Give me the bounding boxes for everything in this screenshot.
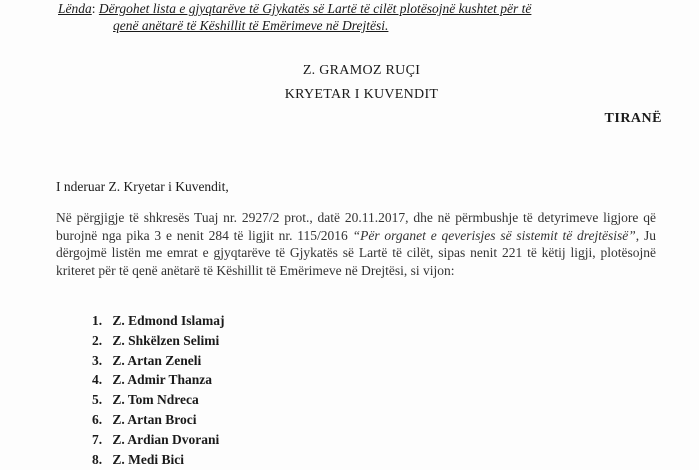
list-item-number: 7. <box>92 431 103 447</box>
list-item <box>92 390 225 410</box>
list-item-name: Z. Edmond Islamaj <box>112 313 225 328</box>
body-text-part2: , Ju dërgojmë listën me emrat e gjyqtarëve të Gjykatës së Lartë të cilët, sipas nenit 221 të këtij ligji, plotësojnë kriteret për të qenë anëtarë të Këshillit të Emërimeve në Drejtësi, si vijon: <box>56 227 656 278</box>
subject-colon: : <box>91 1 96 16</box>
subject-label: Lënda <box>58 1 92 16</box>
member-list <box>92 311 225 469</box>
list-item-name: Z. Medi Bici <box>112 451 184 467</box>
list-item <box>92 410 225 430</box>
list-item-name: Z. Artan Zeneli <box>112 352 202 368</box>
list-item-number: 1. <box>92 313 103 328</box>
list-item-number: 5. <box>92 392 103 408</box>
salutation: I nderuar Z. Kryetar i Kuvendit, <box>56 179 229 194</box>
subject-text-line2: qenë anëtarë të Këshillit të Emërimeve në Drejtësi. <box>113 18 389 33</box>
list-item-number: 2. <box>92 332 103 348</box>
list-item-number: 6. <box>92 411 103 427</box>
list-item-name: Z. Artan Broci <box>112 411 197 427</box>
list-item-number: 4. <box>92 372 103 388</box>
subject-text-line1: Dërgohet lista e gjyqtarëve të Gjykatës së Lartë të cilët plotësojnë kushtet për të <box>98 1 532 16</box>
list-item-number: 8. <box>92 451 103 467</box>
list-item <box>92 311 225 331</box>
list-item-name: Z. Tom Ndreca <box>112 392 199 408</box>
addressee-name: Z. GRAMOZ RUÇI <box>302 63 421 78</box>
list-item-name: Z. Ardian Dvorani <box>112 431 220 447</box>
subject-line <box>58 0 658 34</box>
list-item <box>92 351 225 371</box>
list-item <box>92 430 225 450</box>
list-item-number: 3. <box>92 352 103 368</box>
list-item-name: Z. Shkëlzen Selimi <box>112 332 220 348</box>
city-label: TIRANË <box>604 111 662 126</box>
addressee-role: KRYETAR I KUVENDIT <box>284 87 439 102</box>
list-item-name: Z. Admir Thanza <box>112 372 213 388</box>
list-item <box>92 450 225 470</box>
list-item <box>92 370 225 390</box>
law-title: “Për organet e qeverisjes së sistemit të drejtësisë” <box>352 227 636 243</box>
body-text-part1: Në përgjigje të shkresës Tuaj nr. 2927/2 prot., datë 20.11.2017, dhe në përmbushje të detyrimeve ligjore që burojnë nga pika 3 e nenit 284 të ligjit nr. 115/2016 <box>56 210 656 243</box>
body-paragraph <box>56 209 656 279</box>
list-item <box>92 331 225 351</box>
